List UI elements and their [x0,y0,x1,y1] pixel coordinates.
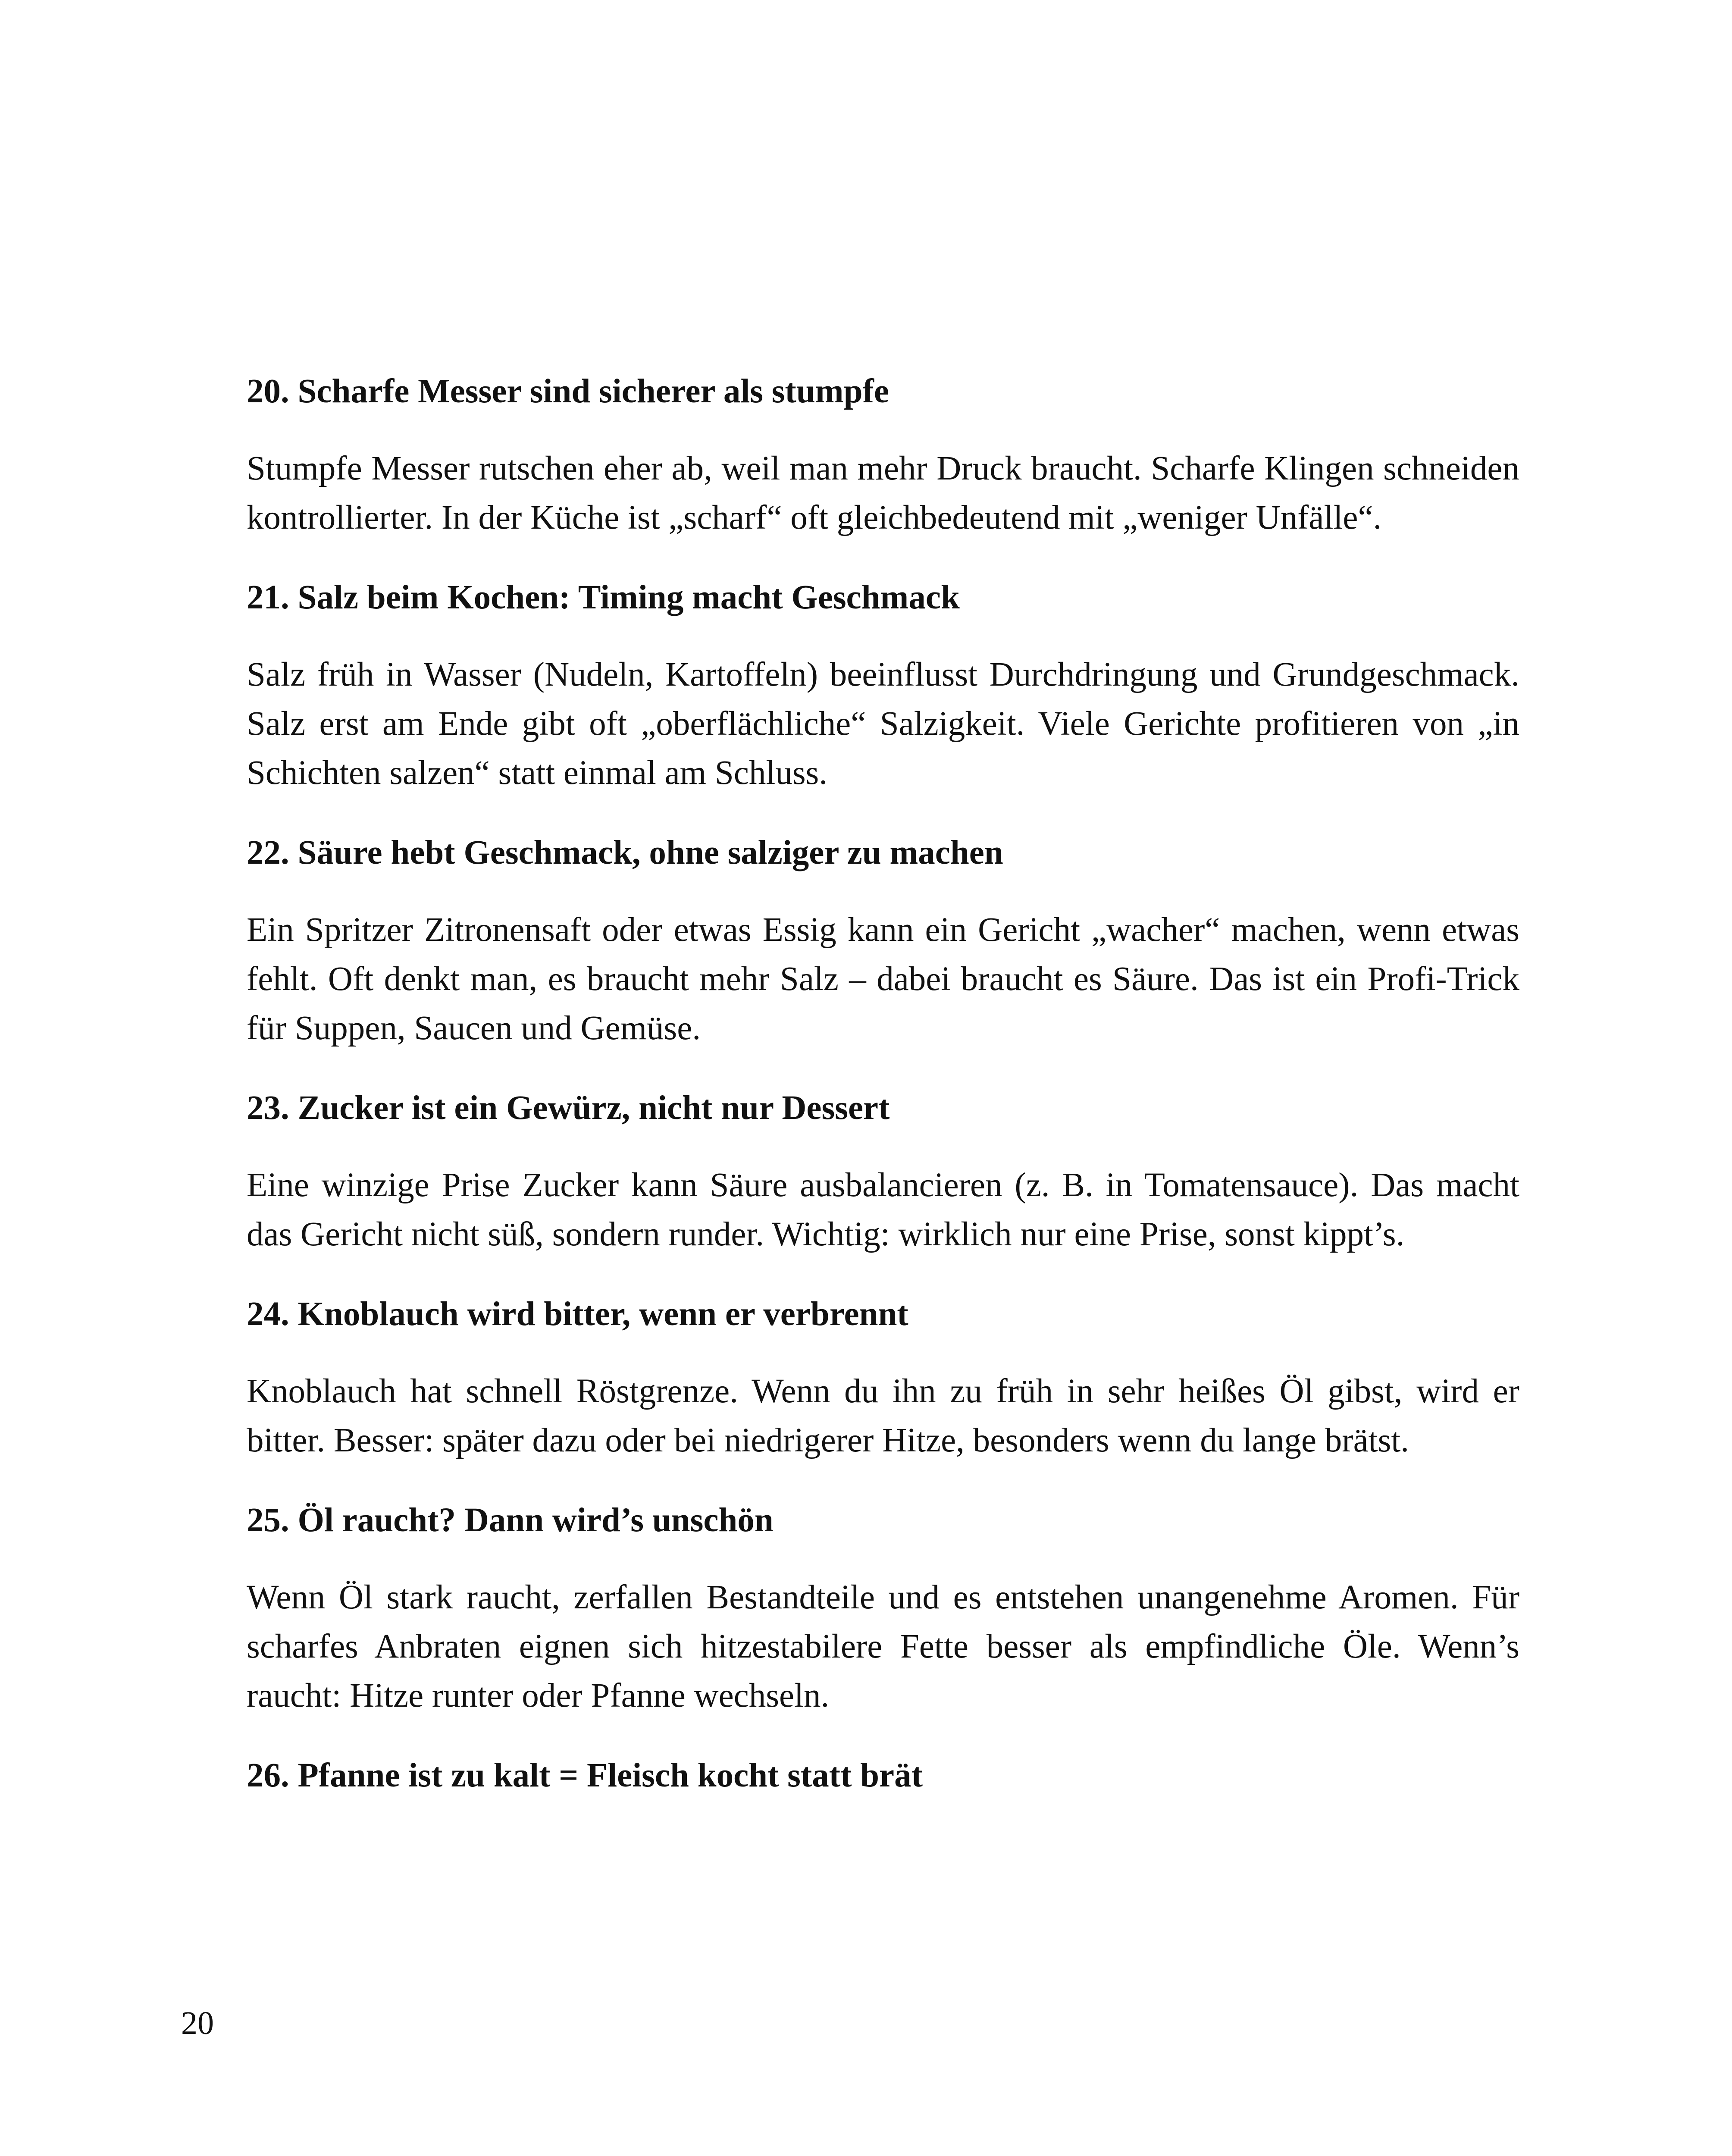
section-26 [247,1750,1519,1802]
section-body: Wenn Öl stark raucht, zerfallen Bestandteile und es entstehen unangenehme Aromen. Für scharfes Anbraten eignen sich hitzestabilere Fette besser als empfindliche Öle. Wenn’s raucht: Hitze runter oder Pfanne wechseln. [247,1579,1519,1714]
section-22 [247,827,1519,1053]
section-24 [247,1288,1519,1465]
section-body: Eine winzige Prise Zucker kann Säure ausbalancieren (z. B. in Tomatensauce). Das macht das Gericht nicht süß, sondern runder. Wichtig: wirklich nur eine Prise, sonst kippt’s. [247,1166,1519,1253]
section-heading: 26. Pfanne ist zu kalt = Fleisch kocht statt brät [247,1757,923,1794]
section-body: Salz früh in Wasser (Nudeln, Kartoffeln) beeinflusst Durchdringung und Grundgeschmack. Salz erst am Ende gibt oft „oberflächliche“ Salzigkeit. Viele Gerichte profitieren von „in Schichten salzen“ statt einmal am Schluss. [247,656,1519,792]
section-body: Ein Spritzer Zitronensaft oder etwas Essig kann ein Gericht „wacher“ machen, wenn etwas fehlt. Oft denkt man, es braucht mehr Salz – dabei braucht es Säure. Das ist ein Profi-Trick für Suppen, Saucen und Gemüse. [247,911,1519,1047]
page-content [247,366,1519,1828]
section-25 [247,1495,1519,1720]
section-heading: 25. Öl raucht? Dann wird’s unschön [247,1501,774,1539]
section-body: Stumpfe Messer rutschen eher ab, weil man mehr Druck braucht. Scharfe Klingen schneiden kontrollierter. In der Küche ist „scharf“ oft gleichbedeutend mit „weniger Unfälle“. [247,450,1519,536]
section-heading: 23. Zucker ist ein Gewürz, nicht nur Dessert [247,1089,890,1127]
section-heading: 24. Knoblauch wird bitter, wenn er verbrennt [247,1295,908,1333]
page-number: 20 [181,2005,214,2041]
section-20 [247,366,1519,542]
section-heading: 20. Scharfe Messer sind sicherer als stumpfe [247,373,889,410]
section-21 [247,572,1519,798]
section-23 [247,1082,1519,1259]
section-body: Knoblauch hat schnell Röstgrenze. Wenn du ihn zu früh in sehr heißes Öl gibst, wird er bitter. Besser: später dazu oder bei niedrigerer Hitze, besonders wenn du lange brätst. [247,1373,1519,1459]
section-heading: 22. Säure hebt Geschmack, ohne salziger zu machen [247,834,1003,871]
section-heading: 21. Salz beim Kochen: Timing macht Geschmack [247,579,960,616]
